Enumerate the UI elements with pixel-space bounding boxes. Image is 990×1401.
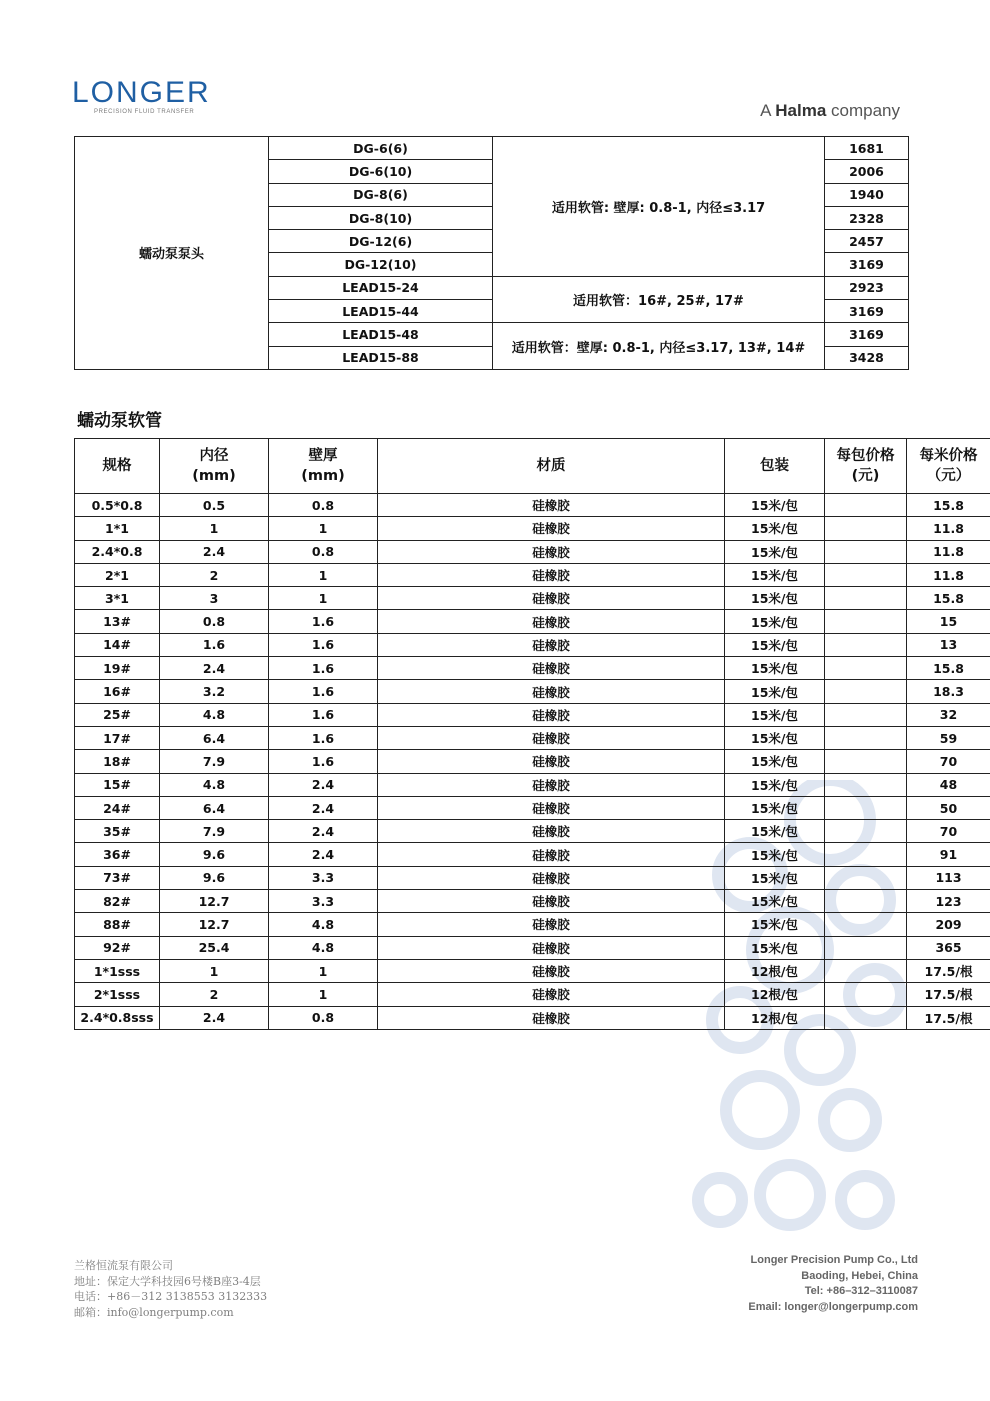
footer-en-contact — [748, 1253, 918, 1315]
table-row — [75, 726, 990, 749]
tube-spec: 25# — [75, 703, 160, 726]
tube-inner-diameter: 0.8 — [160, 610, 269, 633]
tubing-section-title: 蠕动泵软管 — [77, 411, 162, 431]
tube-pack-price — [825, 913, 907, 936]
tube-inner-diameter: 1 — [160, 517, 269, 540]
table-row — [75, 494, 990, 517]
tube-pack-price — [825, 610, 907, 633]
tube-meter-price: 17.5/根 — [907, 959, 990, 982]
header-spec: 规格 — [75, 439, 160, 494]
tube-pack-price — [825, 796, 907, 819]
tube-meter-price: 50 — [907, 796, 990, 819]
tube-package: 15米/包 — [725, 913, 825, 936]
tube-spec: 3*1 — [75, 587, 160, 610]
pump-price: 3169 — [825, 323, 909, 346]
tube-pack-price — [825, 540, 907, 563]
table-row — [75, 703, 990, 726]
tube-wall: 1.6 — [269, 726, 378, 749]
tube-package: 15米/包 — [725, 540, 825, 563]
tube-pack-price — [825, 843, 907, 866]
header-inner-diameter: 内径 (mm) — [160, 439, 269, 494]
tube-spec: 2*1 — [75, 563, 160, 586]
table-row — [75, 1006, 990, 1029]
tube-material: 硅橡胶 — [378, 866, 725, 889]
tube-material: 硅橡胶 — [378, 680, 725, 703]
tube-wall: 0.8 — [269, 1006, 378, 1029]
table-row — [75, 633, 990, 656]
tube-package: 15米/包 — [725, 773, 825, 796]
footer-cn-email: 邮箱：info@longerpump.com — [74, 1305, 234, 1319]
pump-price: 2923 — [825, 276, 909, 299]
pump-model: LEAD15-24 — [269, 276, 493, 299]
tube-inner-diameter: 6.4 — [160, 796, 269, 819]
tube-material: 硅橡胶 — [378, 820, 725, 843]
tube-spec: 24# — [75, 796, 160, 819]
table-row — [75, 680, 990, 703]
tube-meter-price: 18.3 — [907, 680, 990, 703]
tube-meter-price: 32 — [907, 703, 990, 726]
tube-material: 硅橡胶 — [378, 563, 725, 586]
tube-inner-diameter: 2 — [160, 983, 269, 1006]
tube-wall: 1.6 — [269, 750, 378, 773]
tube-wall: 1 — [269, 959, 378, 982]
tube-meter-price: 48 — [907, 773, 990, 796]
tube-wall: 1 — [269, 983, 378, 1006]
tube-package: 15米/包 — [725, 494, 825, 517]
tube-wall: 0.8 — [269, 494, 378, 517]
tube-meter-price: 15.8 — [907, 494, 990, 517]
tube-inner-diameter: 25.4 — [160, 936, 269, 959]
footer-en-city: Baoding, Hebei, China — [801, 1269, 918, 1282]
tube-material: 硅橡胶 — [378, 540, 725, 563]
pump-head-table — [74, 136, 909, 370]
halma-tagline — [760, 101, 900, 121]
table-row — [75, 587, 990, 610]
tubing-header-row — [75, 439, 990, 494]
table-row — [75, 843, 990, 866]
tube-spec: 88# — [75, 913, 160, 936]
tube-package: 12根/包 — [725, 959, 825, 982]
pump-model: DG-12(10) — [269, 253, 493, 276]
tube-inner-diameter: 9.6 — [160, 843, 269, 866]
tube-inner-diameter: 2.4 — [160, 1006, 269, 1029]
table-row — [75, 820, 990, 843]
tube-meter-price: 15.8 — [907, 657, 990, 680]
pump-price: 3169 — [825, 253, 909, 276]
tube-meter-price: 15.8 — [907, 587, 990, 610]
tube-wall: 2.4 — [269, 773, 378, 796]
tube-material: 硅橡胶 — [378, 983, 725, 1006]
tube-inner-diameter: 3.2 — [160, 680, 269, 703]
tube-package: 15米/包 — [725, 843, 825, 866]
tube-meter-price: 17.5/根 — [907, 983, 990, 1006]
tube-pack-price — [825, 866, 907, 889]
header-per-pack-price: 每包价格 (元) — [825, 439, 907, 494]
tube-spec: 17# — [75, 726, 160, 749]
tube-package: 15米/包 — [725, 750, 825, 773]
halma-prefix: A — [760, 101, 771, 120]
tube-meter-price: 113 — [907, 866, 990, 889]
tube-spec: 1*1sss — [75, 959, 160, 982]
company-logo — [72, 78, 211, 115]
tube-wall: 1 — [269, 587, 378, 610]
tube-pack-price — [825, 750, 907, 773]
footer-cn-contact — [74, 1258, 267, 1320]
tube-inner-diameter: 0.5 — [160, 494, 269, 517]
tube-inner-diameter: 2 — [160, 563, 269, 586]
tube-wall: 1.6 — [269, 633, 378, 656]
tube-package: 15米/包 — [725, 517, 825, 540]
tube-wall: 3.3 — [269, 866, 378, 889]
pump-price: 2006 — [825, 160, 909, 183]
tube-spec: 92# — [75, 936, 160, 959]
tube-material: 硅橡胶 — [378, 517, 725, 540]
tube-meter-price: 13 — [907, 633, 990, 656]
table-row — [75, 517, 990, 540]
tube-inner-diameter: 6.4 — [160, 726, 269, 749]
tube-spec: 2.4*0.8sss — [75, 1006, 160, 1029]
tube-spec: 82# — [75, 890, 160, 913]
tube-spec: 15# — [75, 773, 160, 796]
tube-package: 15米/包 — [725, 866, 825, 889]
tube-material: 硅橡胶 — [378, 959, 725, 982]
tube-spec: 35# — [75, 820, 160, 843]
tube-package: 15米/包 — [725, 703, 825, 726]
pump-model: LEAD15-44 — [269, 300, 493, 323]
table-row — [75, 936, 990, 959]
tube-spec: 73# — [75, 866, 160, 889]
pump-price: 1681 — [825, 137, 909, 160]
halma-suffix: company — [831, 101, 900, 120]
tube-package: 15米/包 — [725, 680, 825, 703]
tube-inner-diameter: 3 — [160, 587, 269, 610]
tube-inner-diameter: 4.8 — [160, 703, 269, 726]
tube-pack-price — [825, 773, 907, 796]
tube-meter-price: 59 — [907, 726, 990, 749]
tube-package: 15米/包 — [725, 633, 825, 656]
tube-wall: 2.4 — [269, 796, 378, 819]
tube-meter-price: 11.8 — [907, 540, 990, 563]
pump-model: DG-6(6) — [269, 137, 493, 160]
tube-wall: 1 — [269, 563, 378, 586]
tube-material: 硅橡胶 — [378, 913, 725, 936]
tube-meter-price: 91 — [907, 843, 990, 866]
tube-material: 硅橡胶 — [378, 657, 725, 680]
tube-inner-diameter: 12.7 — [160, 913, 269, 936]
footer-en-company: Longer Precision Pump Co., Ltd — [750, 1254, 918, 1266]
tube-inner-diameter: 7.9 — [160, 820, 269, 843]
pump-compat-note: 适用软管：16#, 25#, 17# — [493, 276, 825, 323]
table-row — [75, 890, 990, 913]
tube-wall: 1.6 — [269, 680, 378, 703]
tube-inner-diameter: 2.4 — [160, 540, 269, 563]
tube-package: 12根/包 — [725, 1006, 825, 1029]
tube-meter-price: 11.8 — [907, 517, 990, 540]
tube-material: 硅橡胶 — [378, 494, 725, 517]
logo-name: LONGER — [72, 76, 211, 109]
tube-meter-price: 70 — [907, 750, 990, 773]
footer-en-email: Email: longer@longerpump.com — [748, 1300, 918, 1313]
table-row — [75, 796, 990, 819]
table-row — [75, 750, 990, 773]
pump-price: 3169 — [825, 300, 909, 323]
tube-spec: 14# — [75, 633, 160, 656]
footer-en-tel: Tel: +86–312–3110087 — [804, 1285, 918, 1297]
tube-pack-price — [825, 494, 907, 517]
pump-compat-note: 适用软管：壁厚: 0.8-1, 内径≤3.17, 13#, 14# — [493, 323, 825, 370]
tube-package: 15米/包 — [725, 936, 825, 959]
footer-cn-company: 兰格恒流泵有限公司 — [74, 1259, 173, 1272]
tube-material: 硅橡胶 — [378, 1006, 725, 1029]
tube-inner-diameter: 1 — [160, 959, 269, 982]
tube-material: 硅橡胶 — [378, 703, 725, 726]
tube-material: 硅橡胶 — [378, 773, 725, 796]
tube-material: 硅橡胶 — [378, 936, 725, 959]
tube-wall: 1.6 — [269, 657, 378, 680]
tube-inner-diameter: 12.7 — [160, 890, 269, 913]
tube-meter-price: 209 — [907, 913, 990, 936]
tube-material: 硅橡胶 — [378, 796, 725, 819]
pump-model: DG-6(10) — [269, 160, 493, 183]
footer-cn-phone: 电话：+86－312 3138553 3132333 — [74, 1290, 268, 1303]
tube-wall: 1 — [269, 517, 378, 540]
tube-material: 硅橡胶 — [378, 890, 725, 913]
pump-compat-note: 适用软管: 壁厚: 0.8-1, 内径≤3.17 — [493, 137, 825, 277]
tube-pack-price — [825, 587, 907, 610]
table-row — [75, 983, 990, 1006]
pump-category: 蠕动泵泵头 — [75, 137, 269, 370]
tube-spec: 16# — [75, 680, 160, 703]
header-wall: 壁厚 (mm) — [269, 439, 378, 494]
pump-model: DG-8(10) — [269, 206, 493, 229]
tube-wall: 0.8 — [269, 540, 378, 563]
table-row — [75, 540, 990, 563]
tube-wall: 3.3 — [269, 890, 378, 913]
tube-meter-price: 123 — [907, 890, 990, 913]
tube-spec: 0.5*0.8 — [75, 494, 160, 517]
tube-pack-price — [825, 959, 907, 982]
halma-brand: Halma — [775, 101, 827, 120]
table-row — [75, 610, 990, 633]
tube-pack-price — [825, 680, 907, 703]
table-row — [75, 657, 990, 680]
tube-pack-price — [825, 703, 907, 726]
tube-pack-price — [825, 517, 907, 540]
table-row — [75, 773, 990, 796]
pump-price: 3428 — [825, 346, 909, 369]
tube-package: 15米/包 — [725, 587, 825, 610]
tube-inner-diameter: 1.6 — [160, 633, 269, 656]
tube-pack-price — [825, 726, 907, 749]
tube-package: 15米/包 — [725, 820, 825, 843]
tube-meter-price: 70 — [907, 820, 990, 843]
tube-inner-diameter: 7.9 — [160, 750, 269, 773]
tube-pack-price — [825, 983, 907, 1006]
pump-price: 1940 — [825, 183, 909, 206]
tube-pack-price — [825, 657, 907, 680]
tube-material: 硅橡胶 — [378, 587, 725, 610]
tube-spec: 13# — [75, 610, 160, 633]
tube-meter-price: 17.5/根 — [907, 1006, 990, 1029]
footer-cn-address: 地址：保定大学科技园6号楼B座3-4层 — [74, 1274, 261, 1288]
header-package: 包装 — [725, 439, 825, 494]
tube-meter-price: 15 — [907, 610, 990, 633]
tube-package: 15米/包 — [725, 610, 825, 633]
tube-package: 15米/包 — [725, 726, 825, 749]
header-per-meter-price: 每米价格 （元） — [907, 439, 990, 494]
table-row — [75, 563, 990, 586]
pump-model: LEAD15-88 — [269, 346, 493, 369]
logo-tagline: PRECISION FLUID TRANSFER — [94, 109, 195, 115]
tube-wall: 1.6 — [269, 703, 378, 726]
pump-price: 2457 — [825, 230, 909, 253]
tube-spec: 36# — [75, 843, 160, 866]
tube-wall: 4.8 — [269, 936, 378, 959]
tube-package: 15米/包 — [725, 563, 825, 586]
tube-inner-diameter: 9.6 — [160, 866, 269, 889]
table-row — [75, 913, 990, 936]
tube-material: 硅橡胶 — [378, 633, 725, 656]
tube-meter-price: 11.8 — [907, 563, 990, 586]
tube-material: 硅橡胶 — [378, 750, 725, 773]
tube-pack-price — [825, 633, 907, 656]
pump-price: 2328 — [825, 206, 909, 229]
header-material: 材质 — [378, 439, 725, 494]
tube-spec: 19# — [75, 657, 160, 680]
tube-package: 15米/包 — [725, 890, 825, 913]
pump-model: LEAD15-48 — [269, 323, 493, 346]
tube-spec: 2*1sss — [75, 983, 160, 1006]
pump-model: DG-8(6) — [269, 183, 493, 206]
table-row — [75, 866, 990, 889]
tube-meter-price: 365 — [907, 936, 990, 959]
pump-row — [75, 137, 909, 160]
tube-spec: 2.4*0.8 — [75, 540, 160, 563]
tube-package: 15米/包 — [725, 796, 825, 819]
tube-pack-price — [825, 820, 907, 843]
tubing-table — [74, 438, 990, 1030]
tube-inner-diameter: 4.8 — [160, 773, 269, 796]
tube-wall: 1.6 — [269, 610, 378, 633]
tube-pack-price — [825, 1006, 907, 1029]
tube-pack-price — [825, 890, 907, 913]
tube-material: 硅橡胶 — [378, 610, 725, 633]
tube-inner-diameter: 2.4 — [160, 657, 269, 680]
table-row — [75, 959, 990, 982]
tube-material: 硅橡胶 — [378, 843, 725, 866]
tube-wall: 2.4 — [269, 820, 378, 843]
tube-package: 15米/包 — [725, 657, 825, 680]
tube-spec: 18# — [75, 750, 160, 773]
tube-material: 硅橡胶 — [378, 726, 725, 749]
pump-model: DG-12(6) — [269, 230, 493, 253]
tube-wall: 2.4 — [269, 843, 378, 866]
tube-package: 12根/包 — [725, 983, 825, 1006]
tube-pack-price — [825, 563, 907, 586]
tube-pack-price — [825, 936, 907, 959]
tube-spec: 1*1 — [75, 517, 160, 540]
tube-wall: 4.8 — [269, 913, 378, 936]
